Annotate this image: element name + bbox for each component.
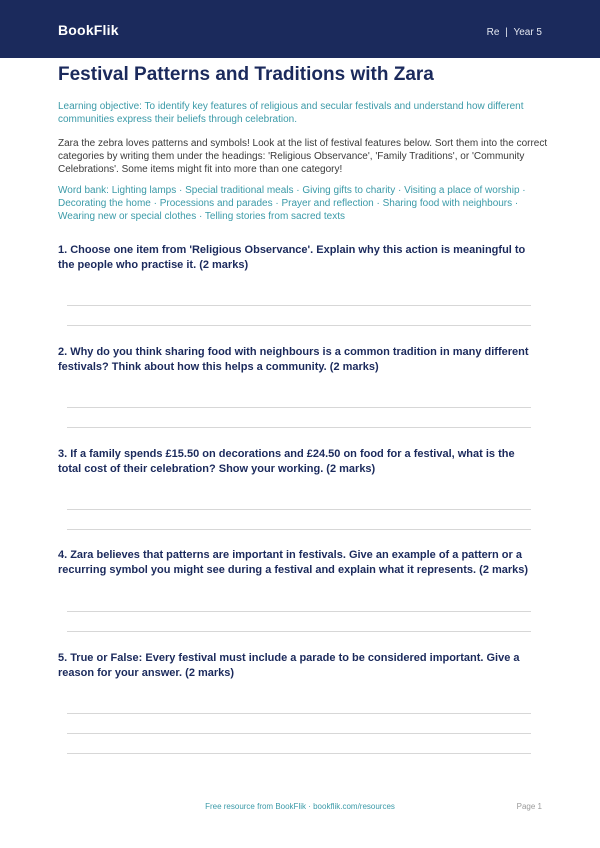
meta-separator: | bbox=[505, 27, 508, 38]
question-2 bbox=[58, 345, 538, 375]
question-text: Zara believes that patterns are important in festivals. Give an example of a pattern or a recurring symbol you might see during a festival and explain what it represents. (2 marks) bbox=[58, 549, 529, 576]
answer-line[interactable] bbox=[67, 427, 531, 428]
question-4 bbox=[58, 548, 538, 578]
answer-line[interactable] bbox=[67, 753, 531, 754]
answer-line[interactable] bbox=[67, 305, 531, 306]
answer-line[interactable] bbox=[67, 713, 531, 714]
answer-line[interactable] bbox=[67, 407, 531, 408]
question-text: Choose one item from 'Religious Observance'. Explain why this action is meaningful to the people who practise it. (2 marks) bbox=[58, 244, 526, 271]
question-number: 2. bbox=[58, 346, 68, 358]
worksheet-title: Festival Patterns and Traditions with Zara bbox=[58, 64, 434, 85]
word-bank-items: Lighting lamps · Special traditional meals · Giving gifts to charity · Visiting a place of worship · Decorating the home · Processions and parades · Prayer and reflection · Sharing food with neighbours · Wearing new or special clothes · Telling stories from sacred texts bbox=[58, 185, 526, 222]
question-text: Why do you think sharing food with neighbours is a common tradition in many different festivals? Think about how this helps a community. (2 marks) bbox=[58, 346, 529, 373]
answer-line[interactable] bbox=[67, 611, 531, 612]
intro-paragraph: Zara the zebra loves patterns and symbols! Look at the list of festival features below. Sort them into the correct categories by writing them under the headings: 'Religious Observance', 'Family Traditions', or 'Community Celebrations'. Some items might fit into more than one category! bbox=[58, 138, 548, 175]
learning-objective: Learning objective: To identify key features of religious and secular festivals and understand how different communities express their beliefs through celebration. bbox=[58, 101, 524, 125]
year-label: Year 5 bbox=[513, 27, 542, 38]
answer-line[interactable] bbox=[67, 509, 531, 510]
word-bank-label: Word bank: bbox=[58, 185, 109, 196]
subject-year-label bbox=[487, 27, 542, 38]
question-number: 5. bbox=[58, 652, 68, 664]
question-number: 4. bbox=[58, 549, 68, 561]
question-3 bbox=[58, 447, 538, 477]
question-text: True or False: Every festival must include a parade to be considered important. Give a reason for your answer. (2 marks) bbox=[58, 652, 520, 679]
question-number: 1. bbox=[58, 244, 68, 256]
page-number: Page 1 bbox=[516, 802, 542, 811]
answer-line[interactable] bbox=[67, 529, 531, 530]
brand-logo-text: BookFlik bbox=[58, 22, 119, 38]
question-1 bbox=[58, 243, 538, 273]
question-text: If a family spends £15.50 on decorations and £24.50 on food for a festival, what is the total cost of their celebration? Show your working. (2 marks) bbox=[58, 448, 515, 475]
word-bank bbox=[58, 184, 548, 223]
answer-line[interactable] bbox=[67, 733, 531, 734]
subject-label: Re bbox=[486, 27, 500, 38]
page-header bbox=[0, 0, 600, 58]
answer-line[interactable] bbox=[67, 325, 531, 326]
answer-line[interactable] bbox=[67, 631, 531, 632]
footer-link[interactable]: Free resource from BookFlik · bookflik.com/resources bbox=[205, 802, 395, 811]
question-5 bbox=[58, 651, 538, 681]
question-number: 3. bbox=[58, 448, 68, 460]
